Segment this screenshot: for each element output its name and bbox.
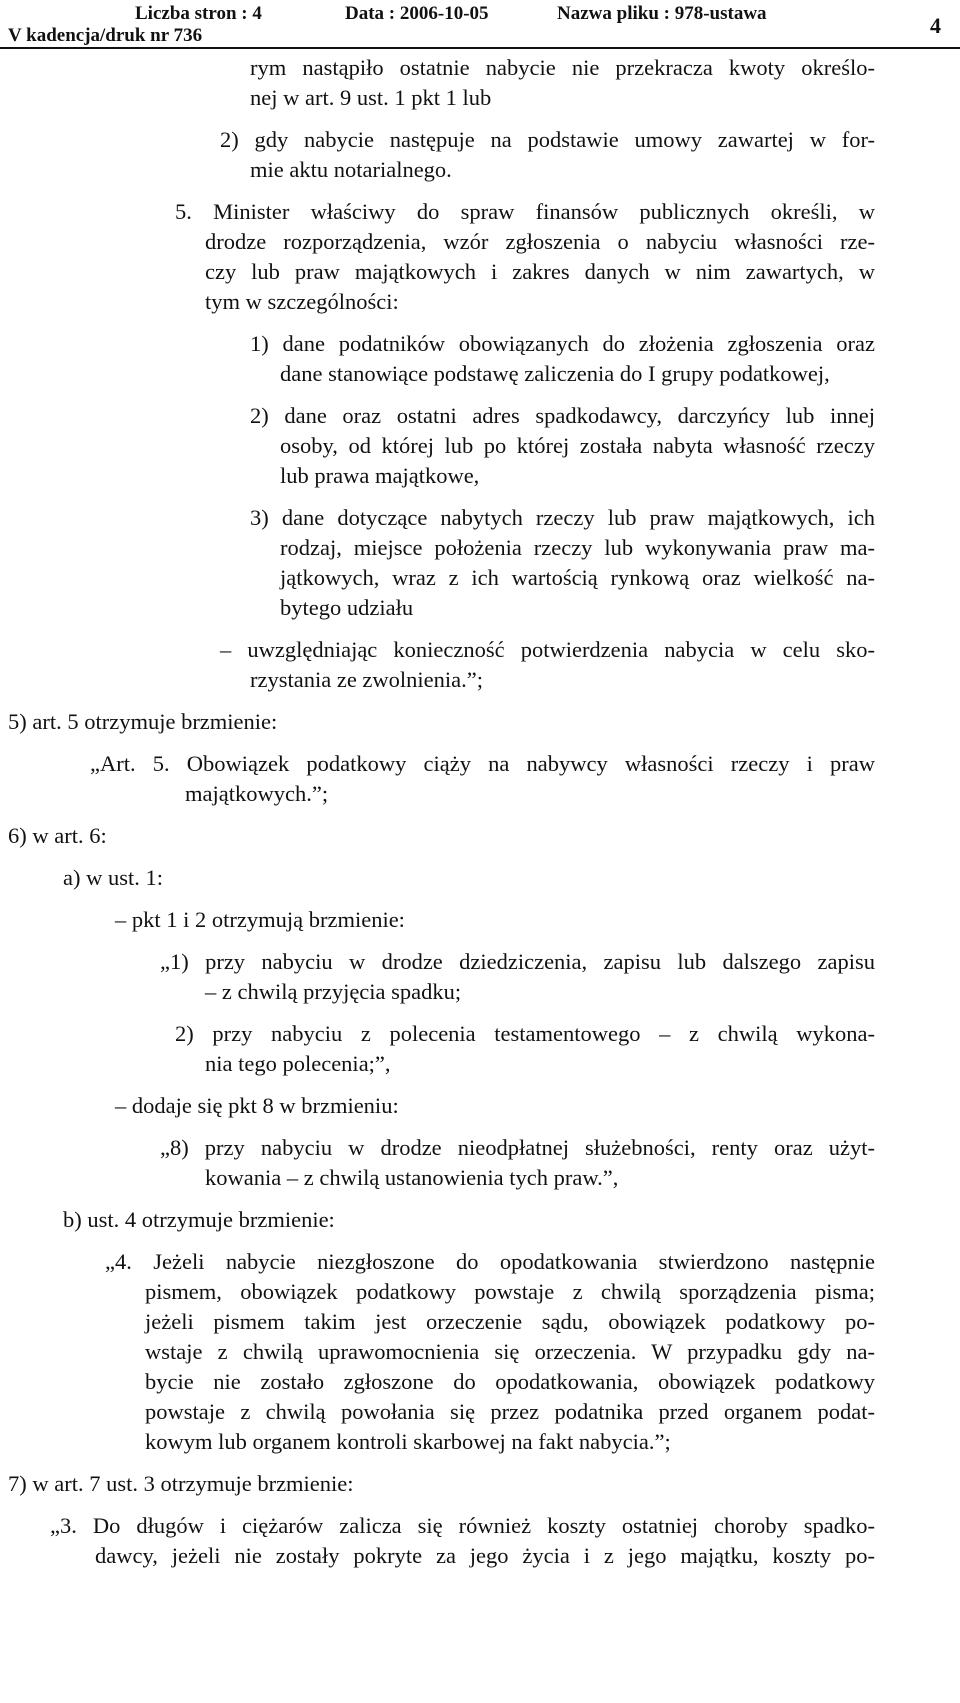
text-line: nia tego polecenia;”, [205, 1051, 391, 1076]
text-line: „3. Do długów i ciężarów zalicza się również koszty ostatniej choroby spadko- [50, 1513, 875, 1538]
text-line: 2) przy nabyciu z polecenia testamentowego – z chwilą wykona- [175, 1021, 875, 1046]
header-page-number: 4 [930, 13, 941, 38]
header-date: Data : 2006-10-05 [345, 3, 489, 24]
text-line: drodze rozporządzenia, wzór zgłoszenia o nabyciu własności rze- [205, 229, 875, 254]
text-line: majątkowych.”; [185, 781, 329, 806]
text-line: – dodaje się pkt 8 w brzmieniu: [115, 1093, 399, 1118]
text-line: 2) gdy nabycie następuje na podstawie umowy zawartej w for- [220, 127, 875, 152]
text-line: kowania – z chwilą ustanowienia tych praw.”, [205, 1165, 619, 1190]
text-line: 2) dane oraz ostatni adres spadkodawcy, darczyńcy lub innej [250, 403, 875, 428]
text-line: osoby, od której lub po której została nabyta własność rzeczy [280, 433, 875, 458]
text-line: pismem, obowiązek podatkowy powstaje z chwilą sporządzenia pisma; [145, 1279, 875, 1304]
text-line: 6) w art. 6: [8, 823, 107, 848]
text-line: powstaje z chwilą powołania się przez podatnika przed organem podat- [145, 1399, 875, 1424]
text-line: 7) w art. 7 ust. 3 otrzymuje brzmienie: [8, 1471, 354, 1496]
text-line: bytego udziału [280, 595, 414, 620]
header-rule [0, 47, 960, 49]
text-line: jeżeli pismem takim jest orzeczenie sądu, obowiązek podatkowy po- [145, 1309, 875, 1334]
header-filename: Nazwa pliku : 978-ustawa [557, 3, 767, 24]
text-line: dane stanowiące podstawę zaliczenia do I grupy podatkowej, [280, 361, 830, 386]
text-line: lub prawa majątkowe, [280, 463, 480, 488]
text-line: nej w art. 9 ust. 1 pkt 1 lub [250, 85, 492, 110]
text-line: – pkt 1 i 2 otrzymują brzmienie: [115, 907, 405, 932]
text-line: 5) art. 5 otrzymuje brzmienie: [8, 709, 278, 734]
text-line: „8) przy nabyciu w drodze nieodpłatnej służebności, renty oraz użyt- [160, 1135, 875, 1160]
text-line: 3) dane dotyczące nabytych rzeczy lub praw majątkowych, ich [250, 505, 875, 530]
text-line: rodzaj, miejsce położenia rzeczy lub wykonywania praw ma- [280, 535, 875, 560]
text-line: 5. Minister właściwy do spraw finansów publicznych określi, w [175, 199, 875, 224]
header-edition: V kadencja/druk nr 736 [8, 25, 203, 46]
text-line: dawcy, jeżeli nie zostały pokryte za jego życia i z jego majątku, koszty po- [95, 1543, 875, 1568]
text-line: kowym lub organem kontroli skarbowej na fakt nabycia.”; [145, 1429, 671, 1454]
header-page-count: Liczba stron : 4 [135, 3, 262, 24]
text-line: rym nastąpiło ostatnie nabycie nie przekracza kwoty określo- [250, 55, 875, 80]
text-line: rzystania ze zwolnienia.”; [250, 667, 484, 692]
text-line: 1) dane podatników obowiązanych do złożenia zgłoszenia oraz [250, 331, 875, 356]
text-line: jątkowych, wraz z ich wartością rynkową oraz wielkość na- [280, 565, 875, 590]
text-line: tym w szczególności: [205, 289, 399, 314]
text-line: „4. Jeżeli nabycie niezgłoszone do opodatkowania stwierdzono następnie [105, 1249, 875, 1274]
text-line: a) w ust. 1: [63, 865, 163, 890]
text-line: czy lub praw majątkowych i zakres danych w nim zawartych, w [205, 259, 875, 284]
text-line: – z chwilą przyjęcia spadku; [205, 979, 462, 1004]
text-line: b) ust. 4 otrzymuje brzmienie: [63, 1207, 335, 1232]
text-line: wstaje z chwilą uprawomocnienia się orzeczenia. W przypadku gdy na- [145, 1339, 875, 1364]
text-line: „Art. 5. Obowiązek podatkowy ciąży na nabywcy własności rzeczy i praw [90, 751, 875, 776]
text-line: – uwzględniając konieczność potwierdzenia nabycia w celu sko- [220, 637, 875, 662]
text-line: „1) przy nabyciu w drodze dziedziczenia, zapisu lub dalszego zapisu [160, 949, 875, 974]
text-line: mie aktu notarialnego. [250, 157, 452, 182]
text-line: bycie nie zostało zgłoszone do opodatkowania, obowiązek podatkowy [145, 1369, 875, 1394]
